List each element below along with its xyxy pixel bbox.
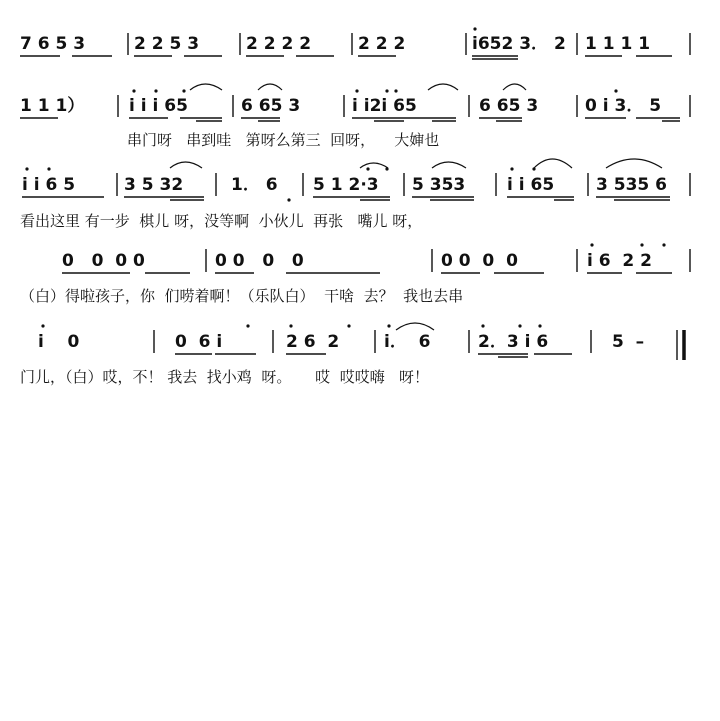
measure: 1 1 1 1 [585, 34, 651, 54]
measure: 0 0 0 0 [215, 251, 304, 271]
lyric-line: 串门呀 串到哇 第呀么第三 回呀， 大婶也 [127, 131, 440, 149]
score-row-1 [20, 27, 690, 59]
measure: i i2i 65 [352, 96, 417, 116]
measure: i 0 [38, 332, 80, 352]
measure: 0 6 i [175, 332, 223, 352]
measure: 7 6 5 3 [20, 34, 86, 54]
score-row-4 [20, 243, 690, 305]
measure: i652 3． 2 [472, 34, 566, 54]
measure: i i 65 [507, 175, 555, 195]
measure: 5 1 2·3 [313, 175, 379, 195]
measure: 5 353 [412, 175, 466, 195]
measure: 1 1 1） [20, 96, 85, 116]
lyric-line: （白）得啦孩子，你 们唠着啊！（乐队白） 干啥 去？ 我也去串 [20, 287, 464, 305]
measure: 5 – [612, 332, 645, 352]
measure: 2．3 i 6 [478, 332, 549, 352]
measure: i i i 65 [129, 96, 188, 116]
measure: 0 0 0 0 [441, 251, 518, 271]
measure: 0 i 3． 5 [585, 96, 662, 116]
measure: 6 65 3 [479, 96, 539, 116]
measure: 6 65 3 [241, 96, 301, 116]
score-row-2 [20, 84, 690, 149]
measure: 2 2 2 2 [246, 34, 312, 54]
lyric-line: 看出这里 有一步 棋儿 呀，没等啊 小伙儿 再张 嘴儿 呀， [20, 212, 423, 230]
measure: 3 535 6 [596, 175, 667, 195]
measure: 0 0 0 0 [62, 251, 145, 271]
measure: 1． 6 [231, 175, 278, 195]
score-row-5 [20, 323, 684, 386]
measure: 2 2 5 3 [134, 34, 200, 54]
score-row-3 [20, 159, 690, 230]
measure: 2 2 2 [358, 34, 406, 54]
lyric-line: 门儿，（白）哎，不！ 我去 找小鸡 呀。 哎 哎哎嗨 呀！ [20, 368, 430, 386]
measure: i i 6 5 [22, 175, 76, 195]
measure: 2 6 2 [286, 332, 340, 352]
measure: 3 5 32 [124, 175, 184, 195]
measure: i 6 2 2 [587, 251, 652, 271]
measure: i． 6 [384, 332, 431, 352]
